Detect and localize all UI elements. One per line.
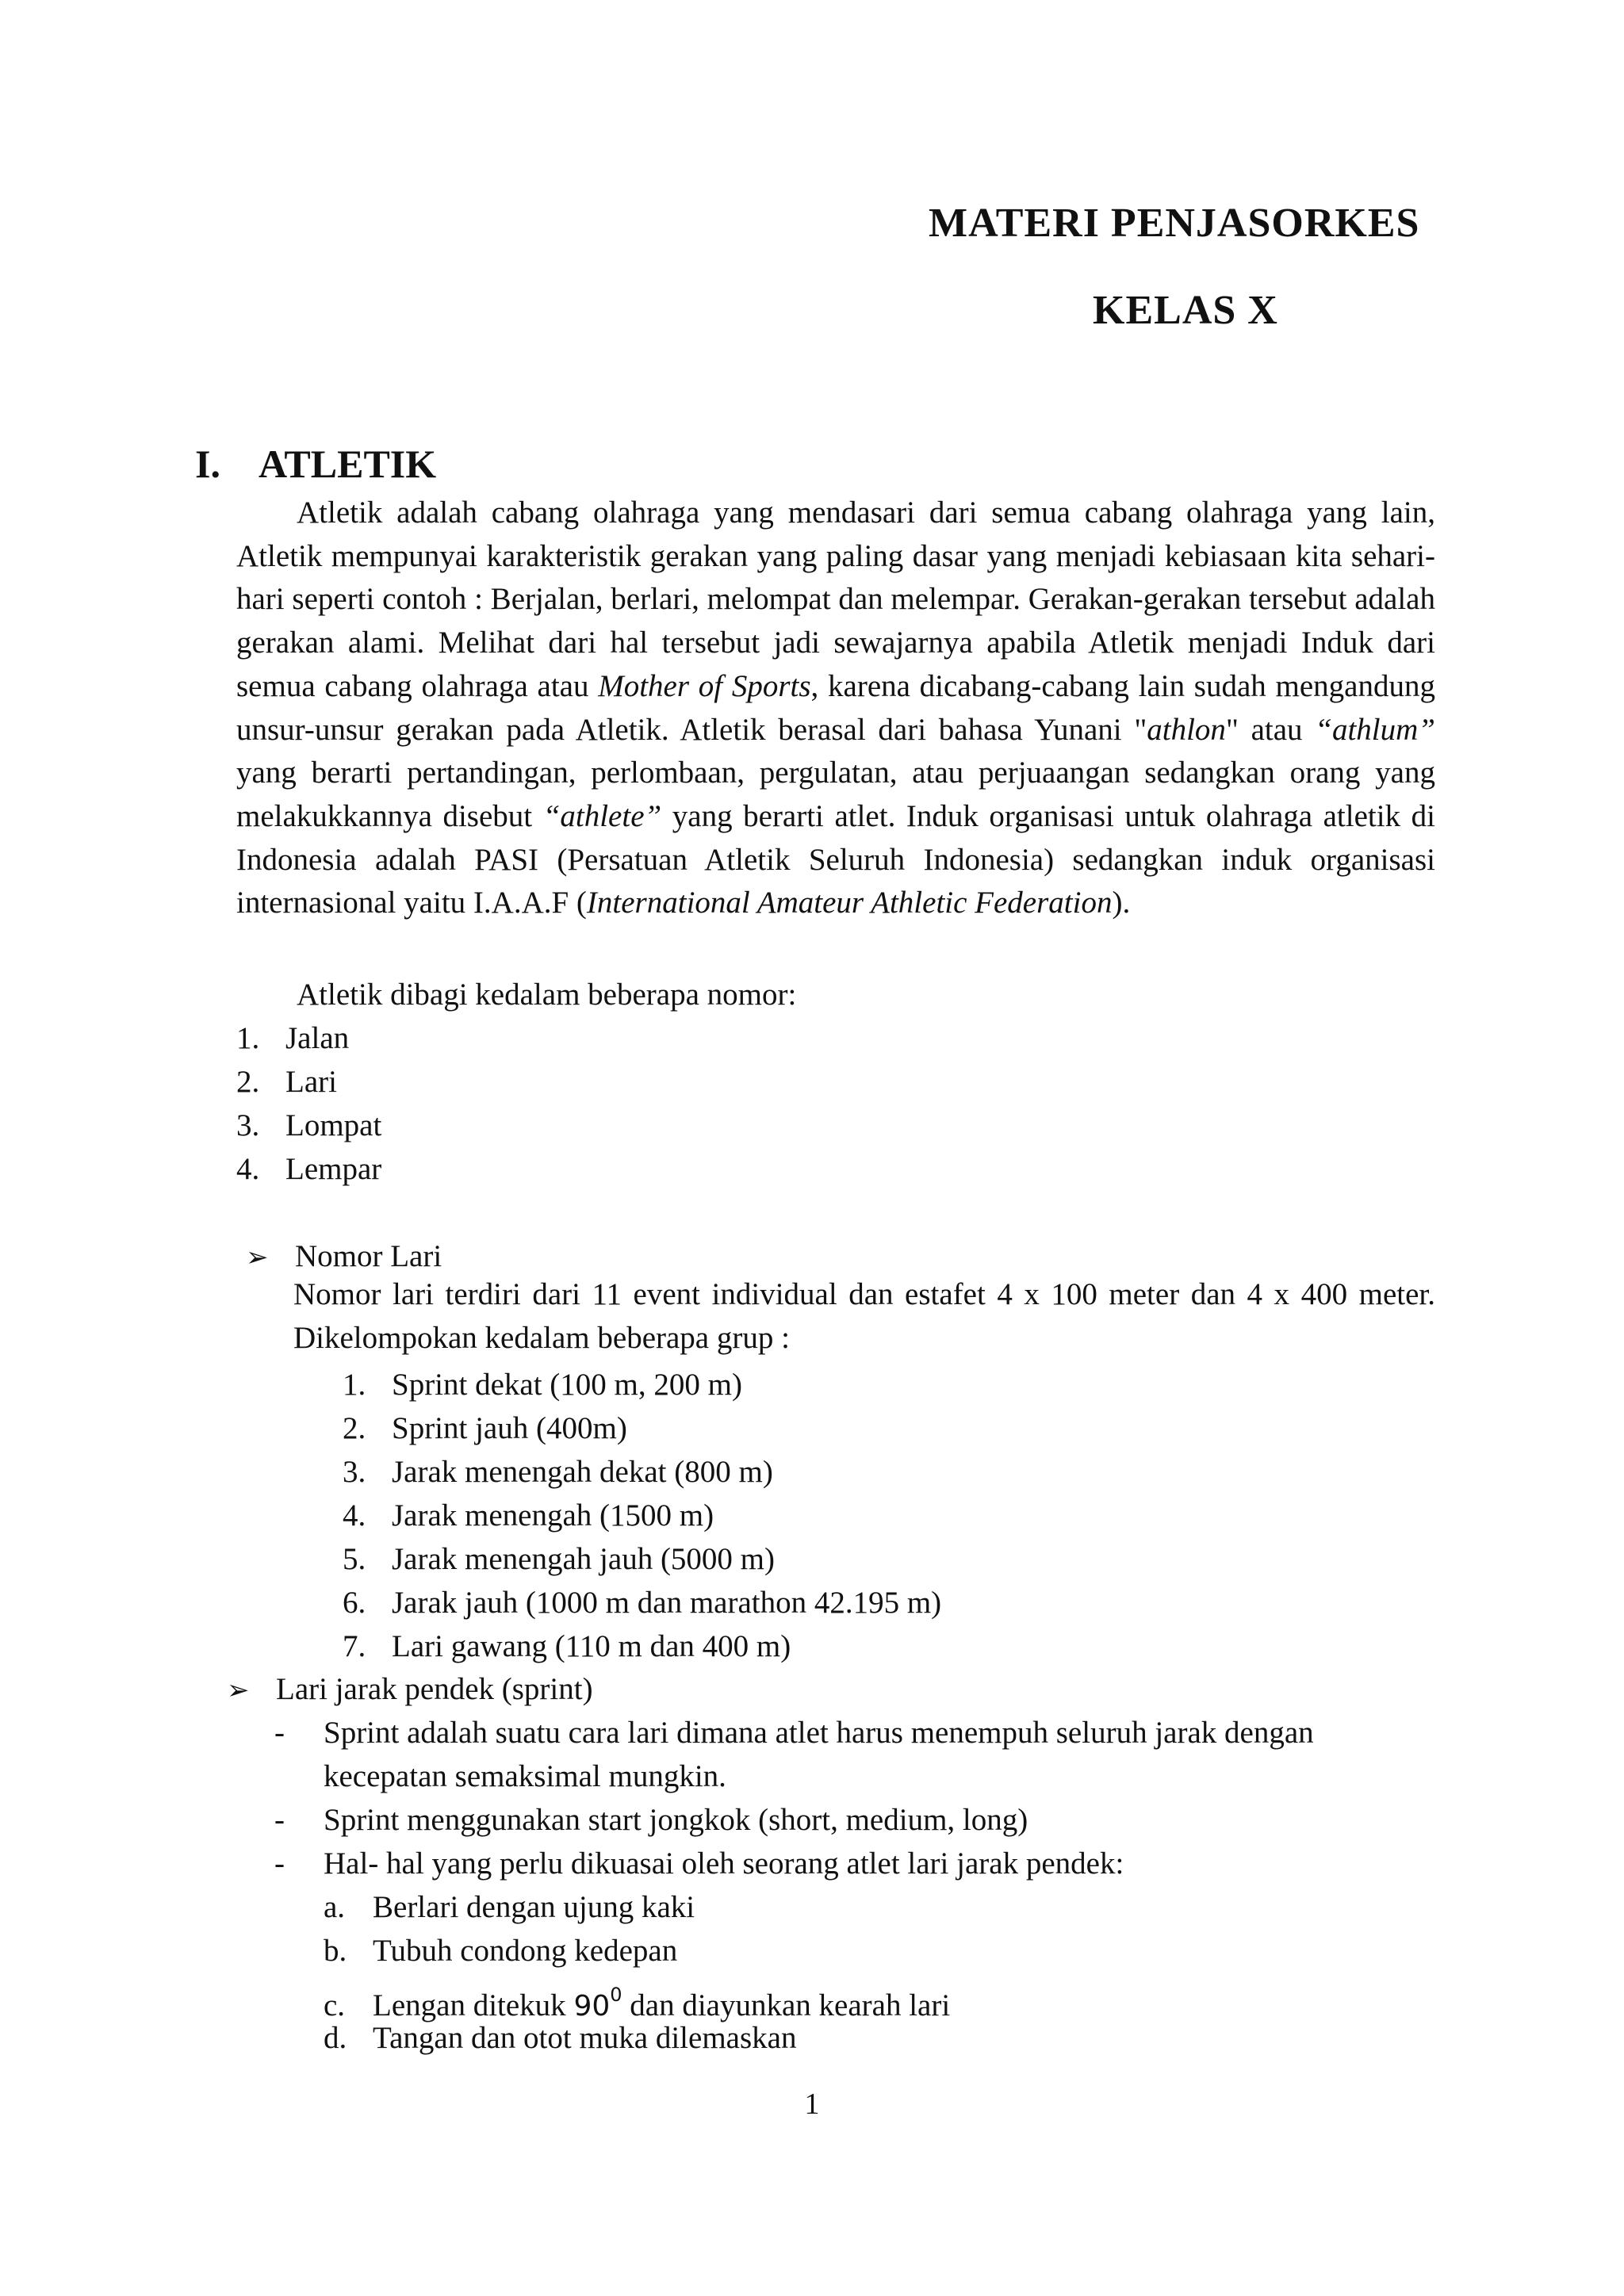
list-item: 2. Sprint jauh (400m) [343,1411,627,1445]
intro-text-1: Atletik adalah cabang olahraga yang mendasari dari semua cabang olahraga yang lain, Atletik mempunyai karakteristik gerakan yang paling dasar yang menjadi kebiasaan kita sehari-hari seperti contoh : Berjalan, berlari, melompat dan melempar. Gerakan-gerakan tersebut adalah gerakan alami. Melihat dari hal tersebut jadi sewajarnya apabila Atletik menjadi Induk dari semua cabang olahraga atau [236,496,1435,703]
document-title: MATERI PENJASORKES [929,201,1420,246]
athlete-term: “athlete” [542,798,662,833]
sprint-point: - Sprint adalah suatu cara lari dimana atlet harus menempuh seluruh jarak dengan [274,1716,1314,1750]
sprint-skill: c. Lengan ditekuk $90^0$ dan diayunkan kearah lari [324,1984,951,2022]
divisions-intro: Atletik dibagi kedalam beberapa nomor: [297,978,797,1012]
list-item: 7. Lari gawang (110 m dan 400 m) [343,1629,791,1663]
sprint-skill: b. Tubuh condong kedepan [324,1934,678,1968]
document-subtitle: KELAS X [1093,288,1278,333]
section-title: ATLETIK [259,442,437,486]
nomor-lari-description: Nomor lari terdiri dari 11 event individual dan estafet 4 x 100 meter dan 4 x 400 meter. Dikelompokan kedalam beberapa grup : [293,1277,1435,1355]
section-heading [195,441,436,487]
list-item: 3. Jarak menengah dekat (800 m) [343,1455,773,1489]
arrow-bullet-icon: ➢ [246,1242,269,1273]
list-item: 4. Jarak menengah (1500 m) [343,1498,714,1533]
intro-text-3: " atau [1225,712,1316,747]
list-item: 6. Jarak jauh (1000 m dan marathon 42.195 m) [343,1586,942,1620]
section-number: I. [195,442,220,486]
sprint-heading: ➢ Lari jarak pendek (sprint) [227,1668,593,1712]
athlum-term: “athlum” [1315,712,1435,747]
list-item: 3. Lompat [236,1108,382,1142]
nomor-lari-heading: ➢ Nomor Lari [246,1235,442,1279]
iaaf-full-name: International Amateur Athletic Federation [586,886,1113,920]
sprint-point-continuation: kecepatan semaksimal mungkin. [324,1759,726,1793]
list-item: 5. Jarak menengah jauh (5000 m) [343,1542,776,1576]
intro-text-2: , karena dicabang-cabang lain sudah mengandung unsur-unsur gerakan pada Atletik. Atletik berasal dari bahasa Yunani " [236,668,1435,747]
intro-text-5: yang berarti atlet. Induk organisasi untuk olahraga atletik di Indonesia adalah PASI (Persatuan Atletik Seluruh Indonesia) sedangkan induk organisasi internasional yaitu I.A.A.F ( [236,798,1435,920]
intro-text-4: yang berarti pertandingan, perlombaan, pergulatan, atau perjuaangan sedangkan orang yang melakukkannya disebut [236,756,1435,833]
intro-text-6: ). [1112,886,1131,920]
list-item: 1. Sprint dekat (100 m, 200 m) [343,1368,742,1402]
mother-of-sports-term: Mother of Sports [598,668,811,703]
page-number: 1 [804,2087,820,2121]
intro-paragraph [236,492,1435,925]
arrow-bullet-icon: ➢ [227,1674,250,1706]
athlon-term: athlon [1147,712,1226,747]
degree-value: $90^0$ [573,1984,622,2022]
list-item: 2. Lari [236,1065,337,1099]
list-item: 1. Jalan [236,1021,350,1055]
sprint-point: - Hal- hal yang perlu dikuasai oleh seorang atlet lari jarak pendek: [274,1846,1124,1881]
sprint-skill: d. Tangan dan otot muka dilemaskan [324,2021,797,2055]
sprint-skill: a. Berlari dengan ujung kaki [324,1890,695,1924]
sprint-point: - Sprint menggunakan start jongkok (short, medium, long) [274,1803,1028,1837]
list-item: 4. Lempar [236,1152,382,1186]
